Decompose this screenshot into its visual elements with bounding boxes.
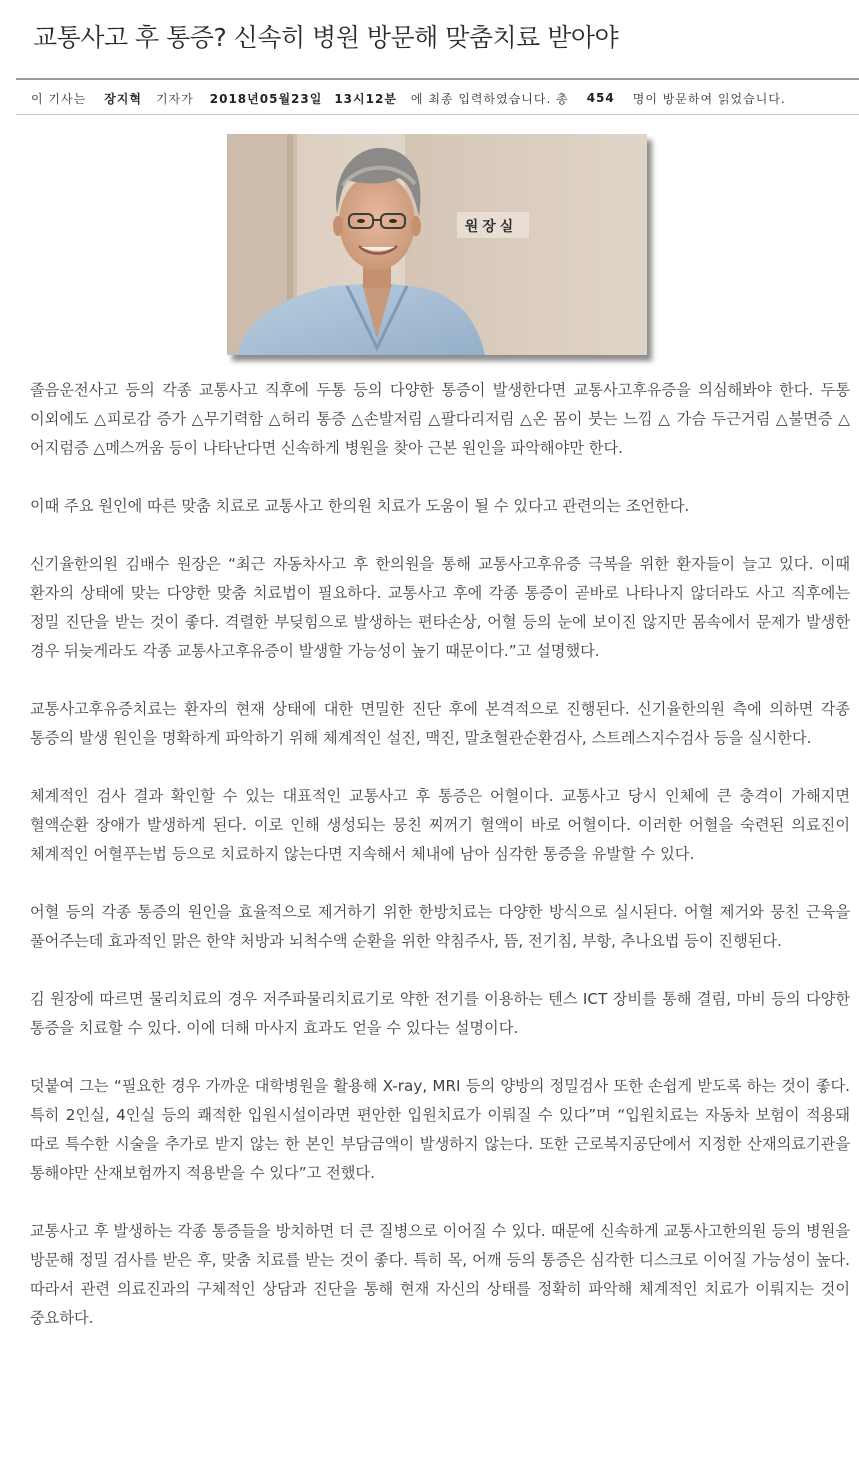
article-headline: 교통사고 후 통증? 신속히 병원 방문해 맞춤치료 받아야 xyxy=(33,23,619,52)
article-paragraph: 어혈 등의 각종 통증의 원인을 효율적으로 제거하기 위한 한방치료는 다양한 방식으로 실시된다. 어혈 제거와 뭉친 근육을 풀어주는데 효과적인 맑은 한약 처방과 뇌척수액 순환을 위한 약침주사, 뜸, 전기침, 부항, 추나요법 등이 진행된다. xyxy=(30,903,850,950)
article-paragraph: 교통사고 후 발생하는 각종 통증들을 방치하면 더 큰 질병으로 이어질 수 있다. 때문에 신속하게 교통사고한의원 등의 병원을 방문해 정밀 검사를 받은 후, 맞춤 치료를 받는 것이 좋다. 특히 목, 어깨 등의 통증은 심각한 디스크로 이어질 가능성이 높다. 따라서 관련 의료진과의 구체적인 상담과 진단을 통해 현재 자신의 상태를 정확히 파악해 체계적인 치료가 이뤄지는 것이 중요하다. xyxy=(30,1222,850,1327)
article-photo xyxy=(227,134,647,355)
article-paragraph: 김 원장에 따르면 물리치료의 경우 저주파물리치료기로 약한 전기를 이용하는 텐스 ICT 장비를 통해 결림, 마비 등의 다양한 통증을 치료할 수 있다. 이에 더해 마사지 효과도 얻을 수 있다는 설명이다. xyxy=(30,990,850,1037)
byline-middle: 에 최종 입력하였습니다. 총 xyxy=(410,91,569,106)
byline-prefix: 이 기사는 xyxy=(31,91,87,106)
byline-view-count: 454 xyxy=(586,91,615,105)
article-paragraph: 이때 주요 원인에 따른 맞춤 치료로 교통사고 한의원 치료가 도움이 될 수 있다고 관련의는 조언한다. xyxy=(30,497,690,515)
article-paragraph: 체계적인 검사 결과 확인할 수 있는 대표적인 교통사고 후 통증은 어혈이다. 교통사고 당시 인체에 큰 충격이 가해지면 혈액순환 장애가 발생하게 된다. 이로 인해 생성되는 뭉친 찌꺼기 혈액이 바로 어혈이다. 이러한 어혈을 숙련된 의료진이 체계적인 어혈푸는법 등으로 치료하지 않는다면 지속해서 체내에 남아 심각한 통증을 유발할 수 있다. xyxy=(30,787,850,863)
svg-text:원장실: 원장실 xyxy=(464,219,518,235)
byline-bottom-divider xyxy=(16,114,859,115)
article-body xyxy=(30,376,850,1362)
doctor-portrait-image xyxy=(227,134,647,355)
byline-reporter-suffix: 기자가 xyxy=(155,91,194,106)
byline-top-divider xyxy=(16,78,859,80)
article-paragraph: 교통사고후유증치료는 환자의 현재 상태에 대한 면밀한 진단 후에 본격적으로 진행된다. 신기율한의원 측에 의하면 각종 통증의 발생 원인을 명확하게 파악하기 위해 체계적인 설진, 맥진, 말초혈관순환검사, 스트레스지수검사 등을 실시한다. xyxy=(30,700,850,747)
door-sign xyxy=(465,218,518,235)
byline-suffix: 명이 방문하여 읽었습니다. xyxy=(632,91,786,106)
byline-date: 2018년05월23일 xyxy=(209,91,323,106)
article-paragraph: 졸음운전사고 등의 각종 교통사고 직후에 두통 등의 다양한 통증이 발생한다면 교통사고후유증을 의심해봐야 한다. 두통 이외에도 △피로감 증가 △무기력함 △허리 통증 △손발저림 △팔다리저림 △온 몸이 붓는 느낌 △ 가슴 두근거림 △불면증 △ 어지럼증 △메스꺼움 등이 나타난다면 신속하게 병원을 찾아 근본 원인을 파악해야만 한다. xyxy=(30,381,850,457)
article-byline xyxy=(31,87,786,109)
article-paragraph: 신기율한의원 김배수 원장은 “최근 자동차사고 후 한의원을 통해 교통사고후유증 극복을 위한 환자들이 늘고 있다. 이때 환자의 상태에 맞는 다양한 맞춤 치료법이 필요하다. 교통사고 후에 각종 통증이 곧바로 나타나지 않더라도 사고 직후에는 정밀 진단을 받는 것이 좋다. 격렬한 부딪힘으로 발생하는 편타손상, 어혈 등의 눈에 보이진 않지만 몸속에서 문제가 발생한 경우 뒤늦게라도 각종 교통사고후유증이 발생할 가능성이 높기 때문이다.”고 설명했다. xyxy=(30,555,850,660)
article-paragraph: 덧붙여 그는 “필요한 경우 가까운 대학병원을 활용해 X-ray, MRI 등의 양방의 정밀검사 또한 손쉽게 받도록 하는 것이 좋다. 특히 2인실, 4인실 등의 쾌적한 입원시설이라면 편안한 입원치료가 이뤄질 수 있다”며 “입원치료는 자동차 보험이 적용돼 따로 특수한 시술을 추가로 받지 않는 한 본인 부담금액이 발생하지 않는다. 또한 근로복지공단에서 지정한 산재의료기관을 통해야만 산재보험까지 적용받을 수 있다”고 전했다. xyxy=(30,1077,850,1182)
byline-time: 13시12분 xyxy=(334,91,397,106)
byline-reporter-name: 장지혁 xyxy=(104,91,142,106)
